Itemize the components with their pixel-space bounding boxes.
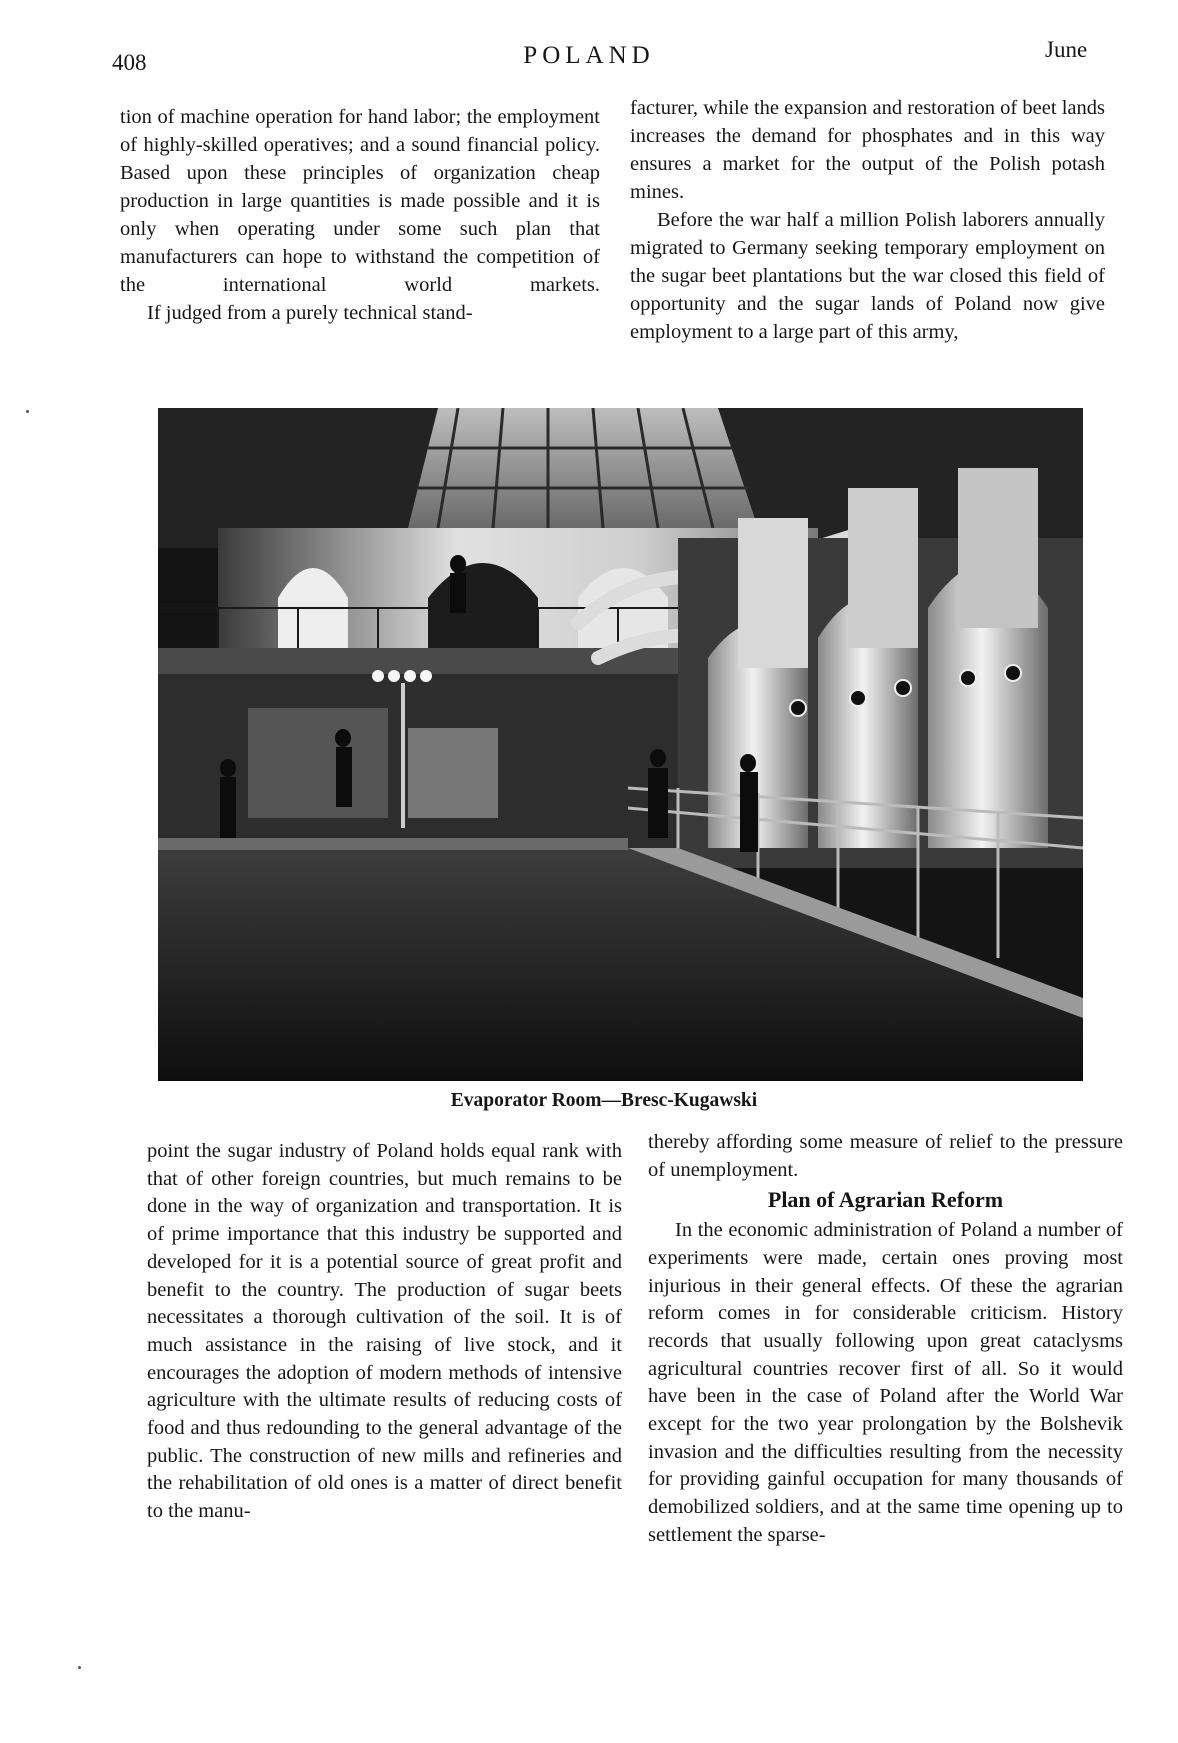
bottom-left-column [147,1138,622,1526]
top-left-column [120,103,600,327]
running-title: POLAND [523,42,655,69]
page-number: 408 [112,50,147,75]
paragraph: In the economic administration of Poland a number of experiments were made, certain ones proving most injurious in their general effects. Of these the agrarian reform comes in for considerable criticism. History records that usually following upon great cataclysms agricultural countries recover first of all. So it would have been in the case of Poland after the World War except for the two year prolongation by the Bolshevik invasion and the difficulties resulting from the necessity for providing gainful occupation for many thousands of demobilized soldiers, and at the same time opening up to settlement the sparse- [648,1219,1123,1546]
paragraph: tion of machine operation for hand labor; the employment of highly-skilled operatives; and a sound financial policy. Based upon these principles of organization cheap production in large quantities is made possible and it is only when operating under some such plan that manufacturers can hope to withstand the competition of the international world markets. [120,106,600,296]
paragraph: Before the war half a million Polish laborers annually migrated to Germany seeking temporary employment on the sugar beet plantations but the war closed this field of opportunity and the sugar lands of Poland now give employment to a large part of this army, [630,209,1105,343]
paragraph: thereby affording some measure of relief to the pressure of unemployment. [648,1131,1123,1181]
section-heading: Plan of Agrarian Reform [767,1187,1004,1213]
print-speck [78,1666,81,1669]
print-speck [26,410,29,413]
figure-caption: Evaporator Room—Bresc-Kugawski [450,1090,758,1111]
paragraph: If judged from a purely technical stand- [147,302,473,324]
bottom-right-column [648,1129,1123,1550]
running-month: June [1045,37,1088,62]
paragraph: point the sugar industry of Poland holds equal rank with that of other foreign countries, but much remains to be done in the way of organization and transportation. It is of prime importance that this industry be supported and developed for it is a potential source of great profit and benefit to the country. The production of sugar beets necessitates a thorough cultivation of the soil. It is of much assistance in the raising of live stock, and it encourages the adoption of modern methods of intensive agriculture with the ultimate results of reducing costs of food and thus redounding to the general advantage of the public. The construction of new mills and refineries and the rehabilitation of old ones is a matter of direct benefit to the manu- [147,1140,622,1523]
top-right-column [630,94,1105,346]
evaporator-room-photo [158,408,1083,1081]
paragraph: facturer, while the expansion and restoration of beet lands increases the demand for phosphates and in this way ensures a market for the output of the Polish potash mines. [630,97,1105,203]
